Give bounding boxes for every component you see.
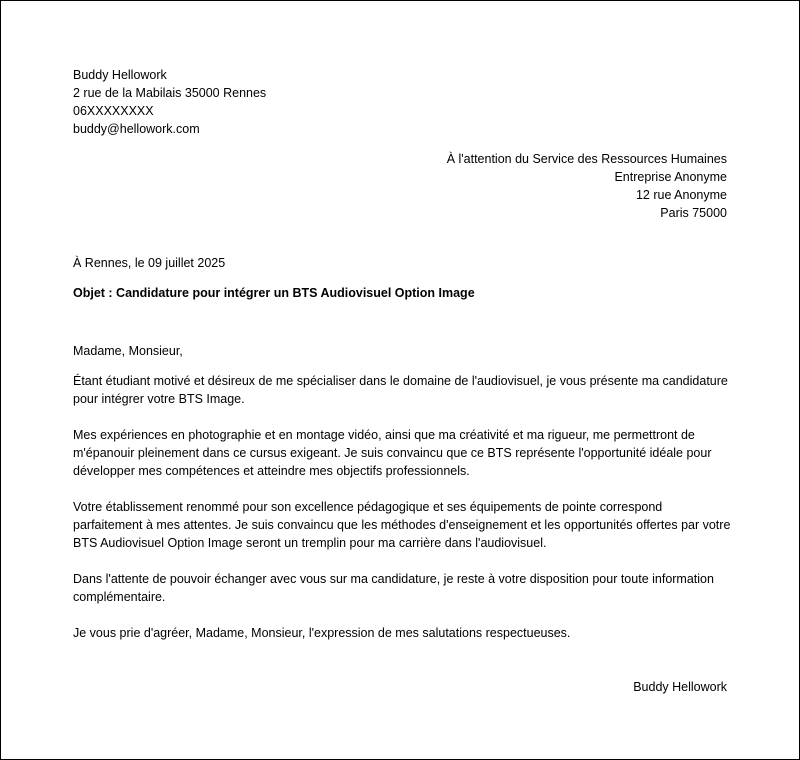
sender-block xyxy=(73,66,266,138)
recipient-attention: À l'attention du Service des Ressources Humaines xyxy=(446,152,727,166)
sender-email: buddy@hellowork.com xyxy=(73,122,200,136)
paragraph-availability: Dans l'attente de pouvoir échanger avec vous sur ma candidature, je reste à votre disposition pour toute information complémentaire. xyxy=(73,572,714,604)
paragraph-experience: Mes expériences en photographie et en montage vidéo, ainsi que ma créativité et ma rigueur, me permettront de m'épanouir pleinement dans ce cursus exigeant. Je suis convaincu que ce BTS représente l'opportunité idéale pour développer mes compétences et atteindre mes objectifs professionnels. xyxy=(73,428,712,478)
letter-date: À Rennes, le 09 juillet 2025 xyxy=(73,256,226,270)
recipient-company: Entreprise Anonyme xyxy=(614,170,727,184)
paragraph-closing: Je vous prie d'agréer, Madame, Monsieur, l'expression de mes salutations respectueuses. xyxy=(73,626,571,640)
signature: Buddy Hellowork xyxy=(633,680,727,694)
paragraph-intro: Étant étudiant motivé et désireux de me spécialiser dans le domaine de l'audiovisuel, je vous présente ma candidature pour intégrer votre BTS Image. xyxy=(73,374,728,406)
letter-body xyxy=(73,342,733,660)
sender-phone: 06XXXXXXXX xyxy=(73,104,154,118)
recipient-block xyxy=(447,150,727,222)
sender-address: 2 rue de la Mabilais 35000 Rennes xyxy=(73,86,267,100)
sender-name: Buddy Hellowork xyxy=(73,68,167,82)
letter-subject: Objet : Candidature pour intégrer un BTS Audiovisuel Option Image xyxy=(73,286,475,300)
recipient-city: Paris 75000 xyxy=(660,206,727,220)
recipient-street: 12 rue Anonyme xyxy=(635,188,727,202)
paragraph-school: Votre établissement renommé pour son excellence pédagogique et ses équipements de pointe correspond parfaitement à mes attentes. Je suis convaincu que les méthodes d'enseignement et les opportunités offertes par votre BTS Audiovisuel Option Image seront un tremplin pour ma carrière dans l'audiovisuel. xyxy=(73,500,731,550)
salutation: Madame, Monsieur, xyxy=(73,344,183,358)
